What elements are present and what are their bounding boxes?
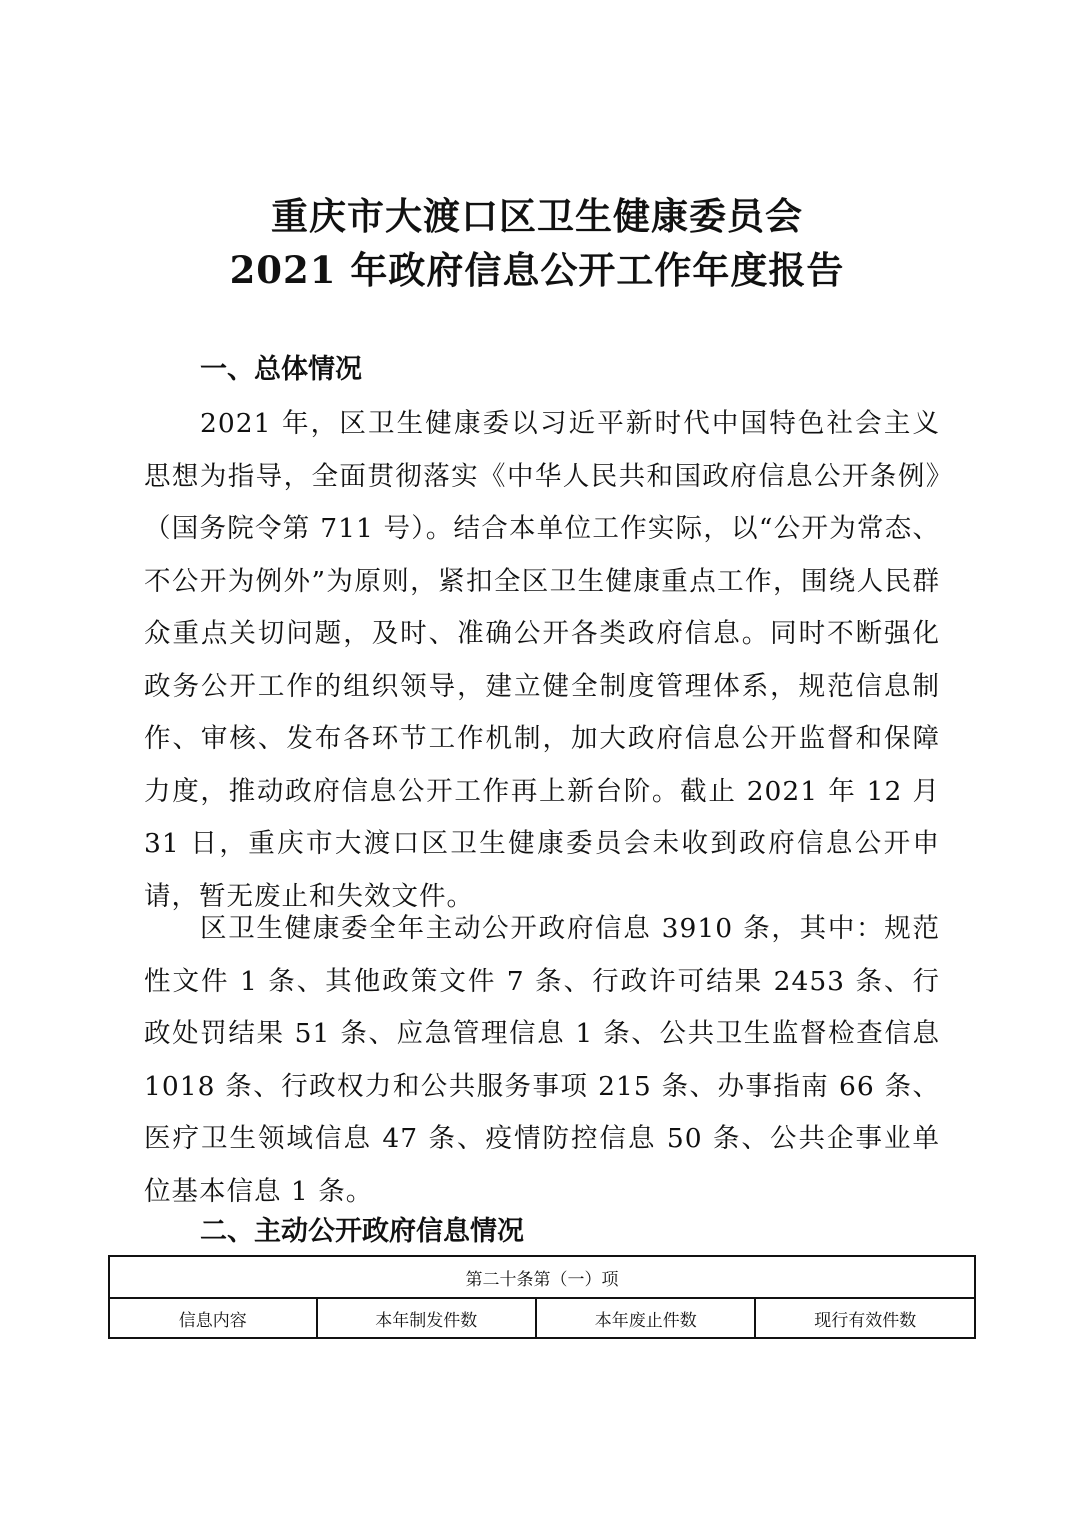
disclosure-table — [108, 1255, 976, 1339]
report-title-line1: 重庆市大渡口区卫生健康委员会 — [271, 194, 803, 238]
table-header-cell: 本年废止件数 — [536, 1298, 755, 1338]
report-title-line2: 2021 年政府信息公开工作年度报告 — [229, 248, 845, 292]
table-header-cell: 现行有效件数 — [755, 1298, 975, 1338]
table-header-cell: 本年制发件数 — [317, 1298, 536, 1338]
overview-paragraph-1: 2021 年，区卫生健康委以习近平新时代中国特色社会主义思想为指导，全面贯彻落实《中华人民共和国政府信息公开条例》（国务院令第 711 号）。结合本单位工作实际，以“公开为常态、不公开为例外”为原则，紧扣全区卫生健康重点工作，围绕人民群众重点关切问题，及时、准确公开各类政府信息。同时不断强化政务公开工作的组织领导，建立健全制度管理体系，规范信息制作、审核、发布各环节工作机制，加大政府信息公开监督和保障力度，推动政府信息公开工作再上新台阶。截止 2021 年 12 月 31 日，重庆市大渡口区卫生健康委员会未收到政府信息公开申请，暂无废止和失效文件。 — [144, 408, 940, 912]
section-heading-active-disclosure: 二、主动公开政府信息情况 — [200, 1216, 524, 1247]
table-header-row — [109, 1298, 975, 1338]
table-header-cell: 信息内容 — [109, 1298, 317, 1338]
table-caption: 第二十条第（一）项 — [109, 1256, 975, 1298]
overview-paragraph-2: 区卫生健康委全年主动公开政府信息 3910 条，其中：规范性文件 1 条、其他政策文件 7 条、行政许可结果 2453 条、行政处罚结果 51 条、应急管理信息 1 条、公共卫生监督检查信息 1018 条、行政权力和公共服务事项 215 条、办事指南 66 条、医疗卫生领域信息 47 条、疫情防控信息 50 条、公共企事业单位基本信息 1 条。 — [144, 913, 940, 1207]
section-heading-overview: 一、总体情况 — [200, 354, 362, 385]
table-caption-row — [109, 1256, 975, 1298]
